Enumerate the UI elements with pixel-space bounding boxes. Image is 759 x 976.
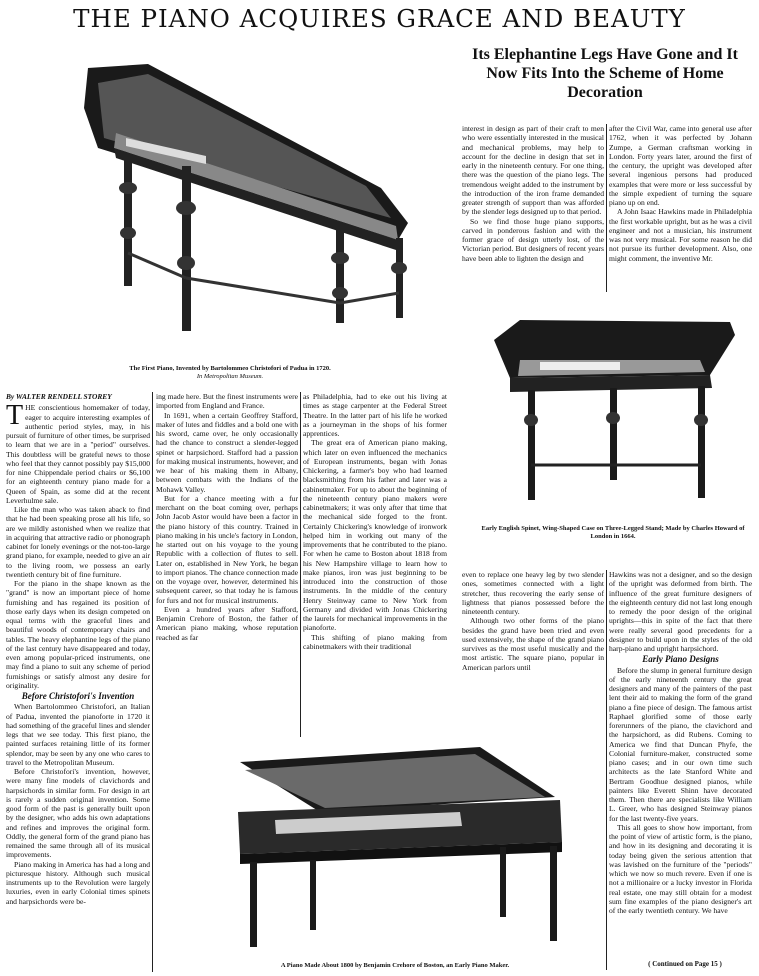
paragraph: A John Isaac Hawkins made in Philadelphia the first workable upright, but as he was a civil engineer and not a musician, his instrument was not very musical. For some reason he did not pursue its further development. Also, one might comment, the inventive Mr. — [609, 207, 752, 263]
paragraph: after the Civil War, came into general use after 1762, when it was perfected by Johann Zumpe, a German craftsman working in London. Forty years later, around the first of the century, the upright was developed after several ingenious persons had produced examples that were more or less successful by the simple expedient of turning the square piano up on end. — [609, 124, 752, 207]
paragraph: interest in design as part of their craft to men who were essentially interested in the musical and mechanical problems, may help to account for the decline in design that set in early in the nineteenth century. For one thing, there was the question of the piano legs. The tremendous weight added to the instrument by the introduction of the iron frame demanded greater strength of support than was afforded by the slender legs designed up to that period. — [462, 124, 604, 217]
article-column-3 — [303, 392, 447, 737]
byline: By WALTER RENDELL STOREY — [6, 392, 112, 401]
paragraph: ing made here. But the finest instruments were imported from England and France. — [156, 392, 298, 411]
crehore-piano-illustration — [200, 742, 600, 954]
column-rule — [152, 392, 153, 972]
paragraph: This all goes to show how important, from the point of view of artistic form, is the piano, and how in its designing and decorating it is today being given the serious attention that was lavished on the furniture of the "periods" which we now so much revere. Even if one is not a millionaire or a lucky investor in Florida real estate, one may still obtain for a modest sum fine examples of the piano designer's art of the early twentieth century. We have — [609, 822, 752, 915]
spinet-illustration — [480, 300, 745, 515]
paragraph: Hawkins was not a designer, and so the design of the upright was deformed from birth. The influence of the great furniture designers of the eighteenth century did not last long enough to remedy the poor design of the original uprights—this in spite of the fact that there were really several good precedents for a designer to build upon in the styles of the old harp-piano and upright harpsichord. — [609, 570, 752, 653]
article-column-1 — [6, 392, 150, 974]
first-piano-caption-location: In Metropolitan Museum. — [196, 373, 264, 380]
first-piano-caption — [60, 365, 400, 381]
paragraph: But for a chance meeting with a fur merchant on the boat coming over, perhaps John Jacob Astor would have been a factor in the piano history of this country. Trained in piano making in his uncle's factory in London, he started out on his voyage to the young Republic with a collection of flutes to sell. Later on, established in New York, he began to import pianos. The chance connection made on the voyage over, however, determined his subsequent career, so that today he is famous for furs and not for musical instruments. — [156, 493, 298, 605]
crehore-caption: A Piano Made About 1800 by Benjamin Crehore of Boston, an Early Piano Maker. — [280, 962, 510, 969]
paragraph: When Bartolommeo Christofori, an Italian of Padua, invented the pianoforte in 1720 it had something of the graceful lines and slender legs that we see today. This first piano, the painted surfaces retaining little of its former splendor, may be seen by any one who cares to travel to the Metropolitan Museum. — [6, 702, 150, 767]
paragraph: Piano making in America has had a long and picturesque history. Although such musical instruments up to the Revolution were largely luxuries, even in early Colonial times spinets and harpsichords were be- — [6, 859, 150, 906]
continued-notice: ( Continued on Page 15 ) — [648, 960, 722, 968]
column-rule — [606, 570, 607, 970]
spinet-caption: Early English Spinet, Wing-Shaped Case on Three-Legged Stand; Made by Charles Howard of London in 1664. — [481, 525, 745, 540]
paragraph: So we find those huge piano supports, carved in ponderous fashion and with the former grace of design utterly lost, of the Victorian period. But designers of recent years have been able to lighten the design and — [462, 216, 604, 263]
paragraph: For the piano in the shape known as the "grand" is now an important piece of home furnishing and has regained its position of those early days when its design competed on equal terms with the graceful lines and beautiful woods of contemporary chairs and tables. The heavy elephantine legs of the piano of the last century have disappeared and today, even among popular-priced instruments, one may find a piano to suit any scheme of period furnishings or satisfy almost any desire for originality. — [6, 579, 150, 690]
paragraph: even to replace one heavy leg by two slender ones, sometimes connected with a light stretcher, thus recovering the early sense of lightness that pianos possessed before the nineteenth century. — [462, 570, 604, 616]
paragraph: Even a hundred years after Stafford, Benjamin Crehore of Boston, the father of American piano making, whose reputation reached as far — [156, 604, 298, 642]
section-heading: Early Piano Designs — [642, 654, 719, 665]
column-rule — [606, 124, 607, 292]
column-rule — [300, 392, 301, 737]
section-heading: Before Christofori's Invention — [21, 691, 135, 701]
paragraph: The great era of American piano making, which later on even influenced the mechanics of European instruments, began with Jonas Chickering, a farmer's boy who had learned blacksmithing from his father and later was a cabinetmaker. For up to about the beginning of the nineteenth century piano makers were cabinetmakers; it was only after that time that the mechanical side forged to the front. Certainly Chickering's knowledge of ironwork helped him in working out many of the improvements that he contributed to the piano. For when he came to Boston about 1818 from his New Hampshire village to learn how to make pianos, iron was just beginning to be introduced into the construction of those instruments. In the middle of the century Henry Steinway came to New York from Germany and divided with Jonas Chickering the laurels for mechanical improvements in the pianoforte. — [303, 438, 447, 633]
first-piano-illustration — [36, 38, 446, 353]
headline: THE PIANO ACQUIRES GRACE AND BEAUTY — [73, 4, 686, 33]
article-column-5-top — [609, 124, 752, 292]
article-column-2 — [156, 392, 298, 737]
paragraph: as Philadelphia, had to eke out his living at times as stage carpenter at the Federal Street Theatre. In the latter part of his life he worked as a journeyman in the shops of his former apprentices. — [303, 392, 447, 438]
paragraph: Although two other forms of the piano besides the grand have been tried and even used extensively, the shape of the grand piano survives as the most useful musically and the most artistic. The square piano, popular in American parlors until — [462, 616, 604, 672]
paragraph: Like the man who was taken aback to find that he had been speaking prose all his life, so are we mildly astonished when we realize that in acquiring that attractive radio or phonograph cabinet for lonely evenings or the not-too-large grand piano, for example, needed to give an air to the living room, we possess an early twentieth century bit of fine furniture. — [6, 505, 150, 579]
drop-cap: T — [6, 400, 24, 432]
paragraph: Before Christofori's invention, however, were many fine models of clavichords and harpsichords in similar form. For design in art is rarely a sudden original invention. Some good form of the past is generally built upon by the designer, who adds his own adaptations and refines and improves the original form. Oddly, the general form of the grand piano has remained the same through all of its musical improvements. — [6, 767, 150, 860]
first-piano-caption-text: The First Piano, Invented by Bartolommeo Christofori of Padua in 1720. — [129, 365, 331, 372]
paragraph: HE conscientious homemaker of today, eager to acquire interesting examples of authentic period styles, may, in his pursuit of furniture of other times, be surprised to learn that we are in a "period" ourselves. This doubtless will be grateful news to those who feel that they cannot possibly pay $15,000 for nine Chippendale period chairs or $6,100 for an eighteenth century piano made for a Queen of Spain, as some did at the recent Leverhulme sale. — [6, 403, 150, 505]
paragraph: In 1691, when a certain Geoffrey Stafford, maker of lutes and fiddles and a bold one with his sword, came over, he only occasionally had the chance to construct a slender-legged spinet or harpsichord. Stafford had a passion for making musical instruments, however, and we hear of his making them in Albany, between combats with the Indians of the Mohawk Valley. — [156, 410, 298, 494]
article-column-5-bottom — [609, 570, 752, 960]
article-column-4-top — [462, 124, 604, 292]
subheadline: Its Elephantine Legs Have Gone and It Now Fits Into the Scheme of Home Decoration — [472, 46, 738, 101]
paragraph: This shifting of piano making from cabinetmakers with their traditional — [303, 632, 447, 651]
article-column-4-middle — [462, 570, 604, 740]
paragraph: Before the slump in general furniture design of the early nineteenth century the great designers and many of the painters of the past lent their aid to making the form of the grand piano a fine piece of design. The famous artist Raphael glorified some of those early forerunners of the piano, the clavichord and the harpsichord, as did Rubens. Coming to America we find that Duncan Phyfe, the Colonial furniture-maker, constructed some piano cases; and in our own time such architects as the late Stanford White and Bertram Goodhue designed pianos, while painters like Everett Shinn have decorated them. Then there are specialists like William L. Greer, who has designed Steinway pianos for the last twenty-five years. — [609, 665, 752, 823]
